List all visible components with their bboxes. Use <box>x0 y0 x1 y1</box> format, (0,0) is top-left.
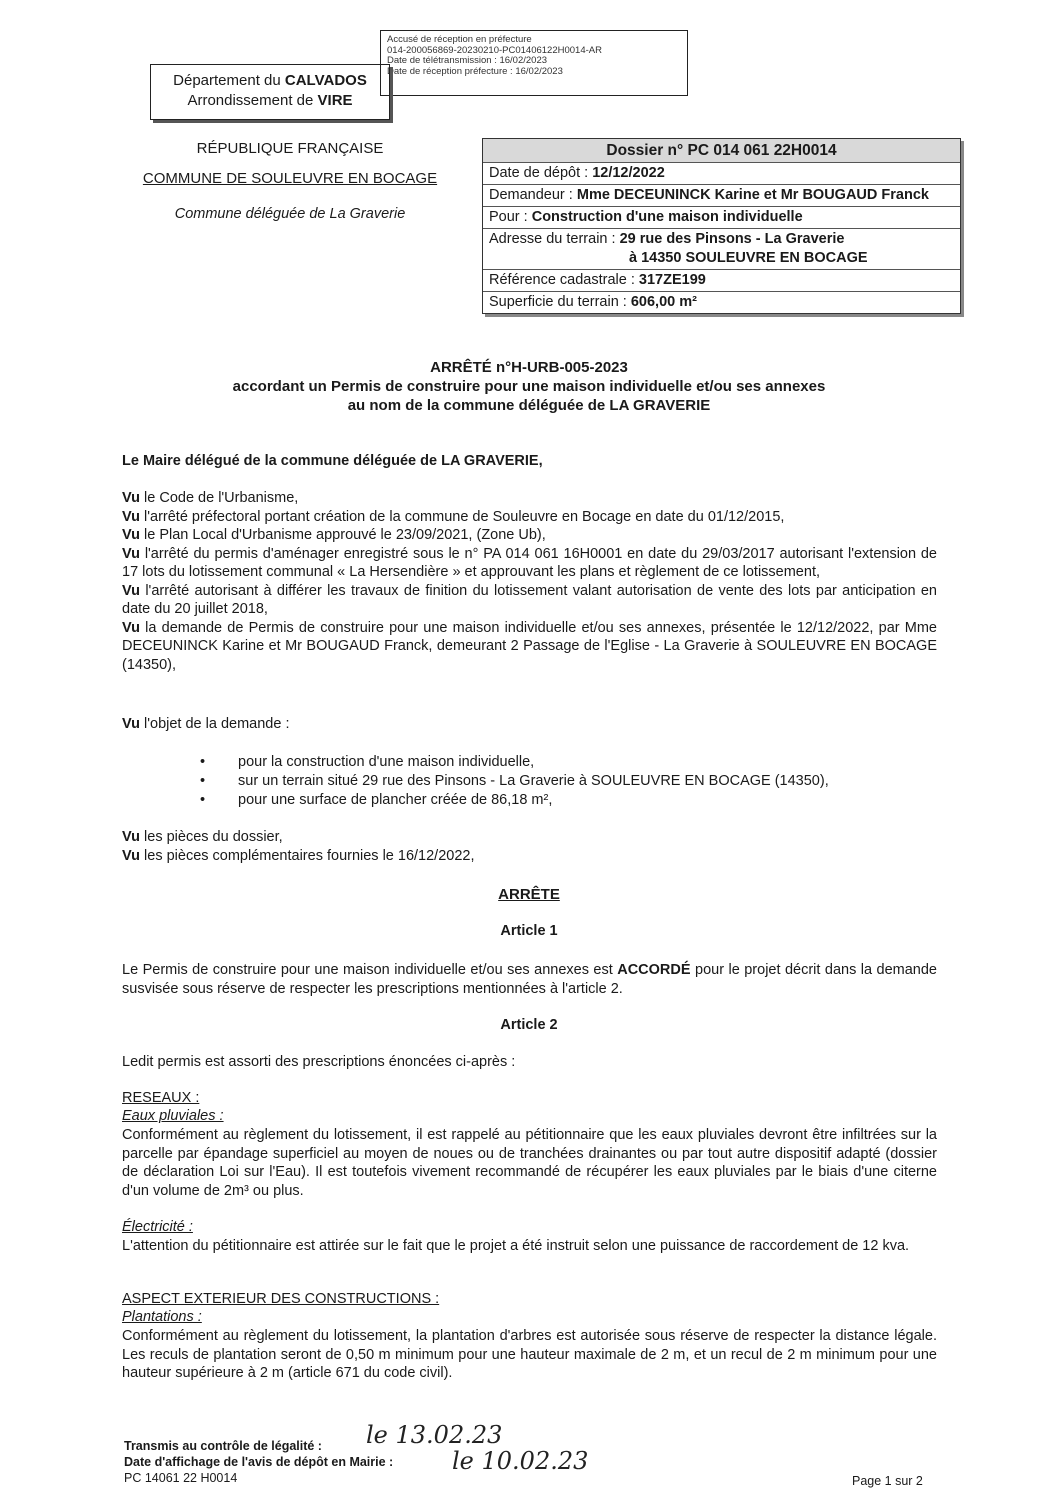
plantations-text: Conformément au règlement du lotissement, la plantation d'arbres est autorisée sous réserve de respecter la distance légale. Les reculs de plantation seront de 0,50 m minimum pour une hauteur maximale de 2 m, et un recul de 2 m minimum pour une hauteur supérieure à 2 m (article 671 du code civil). <box>122 1328 937 1381</box>
page-number: Page 1 sur 2 <box>852 1474 923 1488</box>
vu-word: Vu <box>122 545 140 562</box>
republic-heading: RÉPUBLIQUE FRANÇAISE <box>196 140 384 157</box>
article1-text-before: Le Permis de construire pour une maison individuelle et/ou ses annexes est <box>122 962 618 978</box>
vu-pieces <box>122 828 937 865</box>
depot-value: 12/12/2022 <box>592 165 665 181</box>
adresse-line1: 29 rue des Pinsons - La Graverie <box>619 231 845 247</box>
affichage-label: Date d'affichage de l'avis de dépôt en Mairie : <box>124 1455 394 1469</box>
article1-accorde: ACCORDÉ <box>617 962 691 978</box>
department-name: CALVADOS <box>284 72 367 89</box>
vu-word: Vu <box>122 619 140 636</box>
superficie-label: Superficie du terrain : <box>489 294 631 310</box>
stamp-line: Date de télétransmission : 16/02/2023 <box>387 55 548 66</box>
article2-intro: Ledit permis est assorti des prescriptions énoncées ci-après : <box>122 1054 516 1070</box>
list-item: • pour la construction d'une maison individuelle, <box>200 753 940 772</box>
arrete-commune: au nom de la commune déléguée de LA GRAVERIE <box>347 397 711 414</box>
arrete-heading: ARRÊTE <box>498 886 560 903</box>
superficie-value: 606,00 m² <box>630 294 697 310</box>
adresse-label: Adresse du terrain : <box>489 231 620 247</box>
reception-stamp <box>380 30 688 96</box>
eaux-heading: Eaux pluviales : <box>122 1108 224 1124</box>
list-item: • pour une surface de plancher créée de 86,18 m², <box>200 791 940 810</box>
demandeur-label: Demandeur : <box>489 187 577 203</box>
objet-bullets <box>200 753 940 810</box>
vu-item <box>122 619 937 675</box>
vu-text: l'arrêté autorisant à différer les travaux de finition du lotissement valant autorisation de vente des lots par anticipation en date du 20 juillet 2018, <box>122 582 937 617</box>
department-box <box>150 64 390 120</box>
commune-heading: COMMUNE DE SOULEUVRE EN BOCAGE <box>142 170 438 187</box>
superficie-row <box>483 291 960 313</box>
article1-text <box>122 961 937 998</box>
pour-value: Construction d'une maison individuelle <box>531 209 803 225</box>
vu-text: les pièces complémentaires fournies le 16/12/2022, <box>140 847 475 864</box>
department-line <box>151 71 389 91</box>
delegated-name: La Graverie <box>329 206 406 222</box>
footer-reference: PC 14061 22 H0014 <box>124 1471 238 1485</box>
article1-heading: Article 1 <box>500 923 558 939</box>
vu-word: Vu <box>122 508 140 525</box>
dossier-box <box>482 138 961 314</box>
affichage-handwritten-date: le 10.02.23 <box>452 1447 589 1475</box>
article1-text-after: pour le projet décrit dans la demande susvisée sous réserve de respecter les prescriptions mentionnées à l'article 2. <box>122 962 937 997</box>
vu-text: l'arrêté du permis d'aménager enregistré sous le n° PA 014 061 16H0001 en date du 29/03/2017 autorisant l'extension de 17 lots du lotissement communal « La Hersendière » et approuvant les plans et règlement de ce lotissement, <box>122 545 937 580</box>
vu-text: le Plan Local d'Urbanisme approuvé le 23/09/2021, (Zone Ub), <box>140 527 546 543</box>
vu-text: la demande de Permis de construire pour une maison individuelle et/ou ses annexes, présentée le 12/12/2022, par Mme DECEUNINCK Karine et Mr BOUGAUD Franck, demeurant 2 Passage de l'Eglise - La Graverie à SOULEUVRE EN BOCAGE (14350), <box>122 619 937 673</box>
vu-item <box>122 828 937 847</box>
eaux-text: Conformément au règlement du lotissement, il est rappelé au pétitionnaire que les eaux pluviales devront être infiltrées sur la parcelle par épandage superficiel au moyen de noues ou de tranchées drainantes ou par tout autre dispositif adapté (dossier de déclaration Loi sur l'Eau). Il est toutefois vivement recommandé de récupérer les eaux pluviales par le biais d'une citerne d'un volume de 2m³ ou plus. <box>122 1127 937 1199</box>
cadastre-label: Référence cadastrale : <box>489 272 639 288</box>
article2-heading: Article 2 <box>500 1017 558 1033</box>
electricite-text: L'attention du pétitionnaire est attirée sur le fait que le projet a été instruit selon une puissance de raccordement de 12 kva. <box>122 1238 910 1254</box>
vu-text: les pièces du dossier, <box>140 829 283 845</box>
dossier-title: Dossier n° PC 014 061 22H0014 <box>483 139 960 162</box>
delegated-prefix: Commune déléguée de <box>174 206 330 222</box>
pour-label: Pour : <box>489 209 532 225</box>
vu-item <box>122 582 937 619</box>
vu-list <box>122 489 937 674</box>
arrete-subtitle: accordant un Permis de construire pour une maison individuelle et/ou ses annexes <box>232 378 826 395</box>
vu-word: Vu <box>122 527 140 543</box>
list-item: • sur un terrain situé 29 rue des Pinsons - La Graverie à SOULEUVRE EN BOCAGE (14350), <box>200 772 940 791</box>
vu-word: Vu <box>122 582 140 599</box>
arrondissement-prefix: Arrondissement de <box>187 92 318 109</box>
vu-text: le Code de l'Urbanisme, <box>140 490 299 506</box>
maire-line: Le Maire délégué de la commune déléguée de LA GRAVERIE, <box>122 453 543 469</box>
vu-item <box>122 847 937 866</box>
reseaux-heading: RESEAUX : <box>122 1090 200 1106</box>
department-prefix: Département du <box>173 72 285 89</box>
vu-item <box>122 489 937 508</box>
demandeur-value: Mme DECEUNINCK Karine et Mr BOUGAUD Franck <box>576 187 929 203</box>
demandeur-row <box>483 184 960 206</box>
transmis-label: Transmis au contrôle de légalité : <box>124 1439 322 1453</box>
plantations-heading: Plantations : <box>122 1309 202 1325</box>
stamp-line: 014-200056869-20230210-PC01406122H0014-AR <box>387 44 602 56</box>
arrete-number: ARRÊTÉ n°H-URB-005-2023 <box>430 359 628 376</box>
depot-row <box>483 162 960 184</box>
stamp-line: Date de réception préfecture : 16/02/2023 <box>387 65 563 77</box>
arrondissement-line <box>151 91 389 111</box>
vu-item <box>122 508 937 527</box>
transmis-handwritten-date: le 13.02.23 <box>366 1421 503 1449</box>
vu-word: Vu <box>122 829 140 845</box>
vu-word: Vu <box>122 490 140 506</box>
pour-row <box>483 206 960 228</box>
vu-item <box>122 526 937 545</box>
adresse-row <box>483 228 960 269</box>
cadastre-value: 317ZE199 <box>638 272 706 288</box>
electricite-heading: Électricité : <box>122 1219 193 1235</box>
vu-word: Vu <box>122 847 140 864</box>
vu-item <box>122 545 937 582</box>
stamp-line: Accusé de réception en préfecture <box>387 34 532 45</box>
depot-label: Date de dépôt : <box>489 165 593 181</box>
vu-objet <box>122 715 937 734</box>
arrondissement-name: VIRE <box>317 92 353 109</box>
vu-text: l'arrêté préfectoral portant création de la commune de Souleuvre en Bocage en date du 01/12/2015, <box>140 508 785 525</box>
delegated-commune <box>120 206 460 222</box>
adresse-line2: à 14350 SOULEUVRE EN BOCAGE <box>629 250 868 266</box>
cadastre-row <box>483 269 960 291</box>
vu-text: l'objet de la demande : <box>140 716 290 732</box>
aspect-heading: ASPECT EXTERIEUR DES CONSTRUCTIONS : <box>122 1291 440 1307</box>
vu-word: Vu <box>122 716 140 732</box>
